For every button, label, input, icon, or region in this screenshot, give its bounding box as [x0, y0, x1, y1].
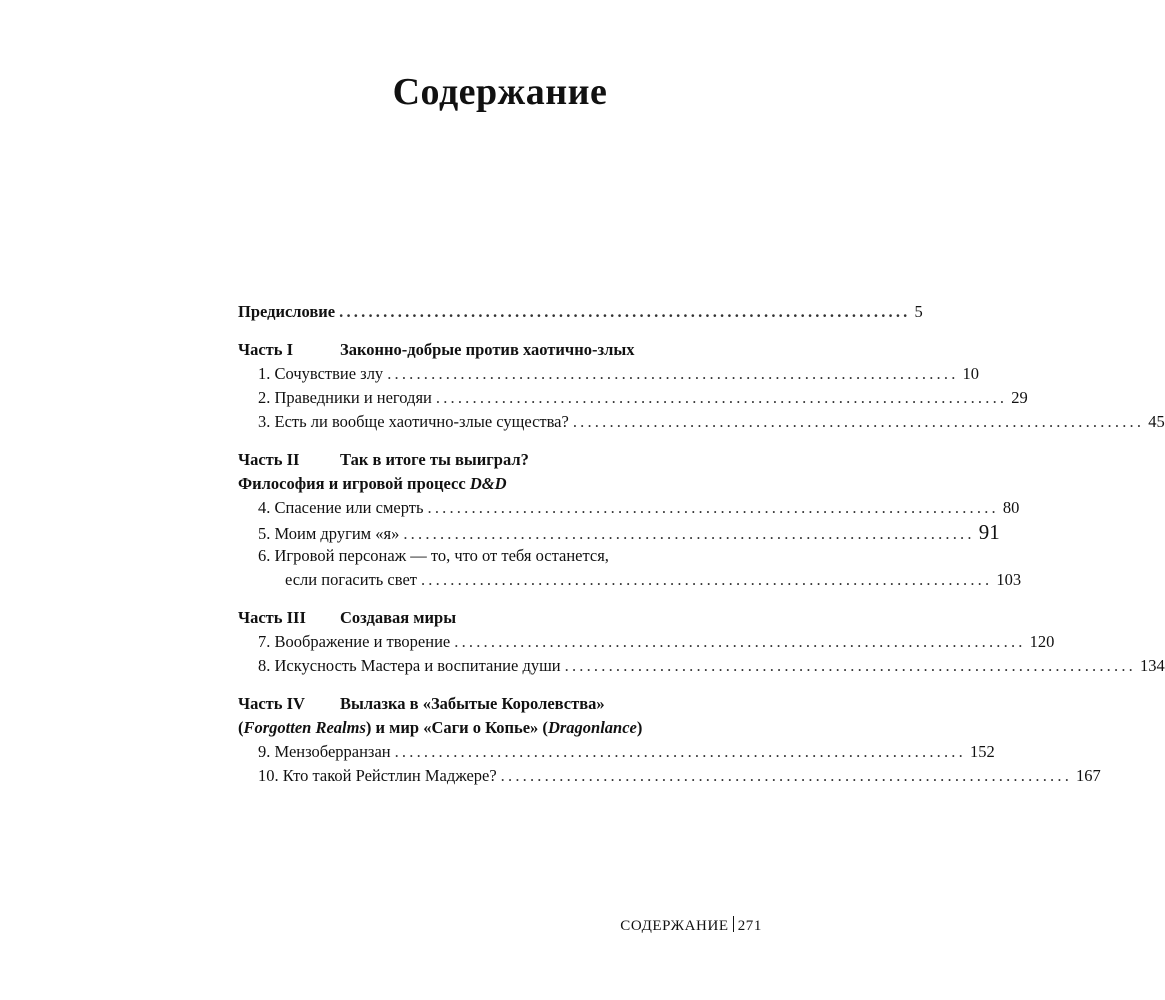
toc-entry[interactable] [238, 630, 1055, 654]
toc-entry-label: 5. Моим другим «я» [258, 524, 400, 543]
toc-page-number: 103 [996, 570, 1022, 589]
leader-dots: .............................................................................. [420, 570, 993, 589]
leader-dots: .............................................................................. [394, 742, 966, 761]
running-header: СОДЕРЖАНИЕ [620, 918, 729, 934]
toc-entry-preface[interactable] [238, 300, 923, 324]
leader-dots: .............................................................................. [435, 388, 1008, 407]
toc-entry-label: 1. Сочувствие злу [258, 364, 384, 383]
toc-page-number: 134 [1139, 656, 1165, 675]
toc-page-number: 29 [1011, 388, 1028, 407]
toc-entry[interactable] [238, 520, 1000, 544]
toc-entry[interactable] [238, 496, 1020, 520]
toc-entry-label: 7. Воображение и творение [258, 632, 451, 651]
toc-entry-label: 9. Мензоберранзан [258, 742, 391, 761]
dnd-title: D&D [469, 474, 507, 493]
toc-entry[interactable] [238, 362, 980, 386]
part-heading-1 [238, 338, 763, 362]
toc-page-number: 80 [1002, 498, 1020, 517]
toc-page-number: 10 [962, 364, 980, 383]
toc-page-number: 120 [1029, 632, 1055, 651]
toc-entry-label: Предисловие [238, 302, 336, 321]
table-of-contents [238, 300, 1165, 788]
part-title: Вылазка в «Забытые Королевства» [340, 694, 605, 713]
leader-dots: .............................................................................. [454, 632, 1026, 651]
page-title: Содержание [392, 71, 608, 113]
toc-entry[interactable] [238, 410, 1165, 434]
page-footer [620, 916, 762, 935]
toc-page-number: 167 [1076, 766, 1101, 785]
toc-entry-label: 3. Есть ли вообще хаотично-злые существа? [258, 412, 569, 431]
leader-dots: .............................................................................. [427, 498, 999, 517]
toc-page-number: 152 [969, 742, 995, 761]
part-title: Создавая миры [340, 608, 457, 627]
toc-entry-label: 6. Игровой персонаж — то, что от тебя останется, [258, 546, 609, 565]
part-subtitle: (Forgotten Realms) и мир «Саги о Копье» (Dragonlance) [238, 718, 643, 737]
page-number: 271 [737, 918, 762, 934]
leader-dots: .............................................................................. [564, 656, 1136, 675]
toc-entry-continuation: если погасить свет [285, 570, 417, 589]
footer-divider [733, 916, 734, 932]
forgotten-realms-title: Forgotten Realms [243, 718, 366, 737]
leader-dots: .............................................................................. [500, 766, 1073, 785]
leader-dots: .............................................................................. [387, 364, 959, 383]
part-title: Так в итоге ты выиграл? [340, 450, 529, 469]
part-heading-3 [238, 606, 763, 630]
toc-page-number: 45 [1148, 412, 1165, 431]
leader-dots: .............................................................................. [572, 412, 1145, 431]
toc-entry-label: 4. Спасение или смерть [258, 498, 424, 517]
toc-entry[interactable] [238, 386, 1028, 410]
toc-entry[interactable] [238, 764, 1101, 788]
leader-dots: .............................................................................. [403, 524, 975, 543]
toc-page-number: 91 [978, 520, 1000, 544]
toc-page-number: 5 [914, 302, 923, 321]
dragonlance-title: Dragonlance [547, 718, 637, 737]
toc-entry-multiline[interactable] [238, 544, 1022, 592]
toc-entry[interactable] [238, 740, 995, 764]
leader-dots: .............................................................................. [339, 302, 911, 321]
part-label: Часть II [238, 450, 300, 469]
part-heading-2 [238, 448, 763, 472]
part-label: Часть IV [238, 694, 305, 713]
toc-entry-label: 8. Искусность Мастера и воспитание души [258, 656, 561, 675]
part-label: Часть I [238, 340, 294, 359]
part-subtitle: Философия и игровой процесс D&D [238, 474, 507, 493]
part-label: Часть III [238, 608, 306, 627]
toc-entry[interactable] [238, 654, 1165, 678]
toc-entry-label: 2. Праведники и негодяи [258, 388, 432, 407]
part-title: Законно-добрые против хаотично-злых [340, 340, 635, 359]
toc-entry-label: 10. Кто такой Рейстлин Маджере? [258, 766, 497, 785]
part-heading-4 [238, 692, 763, 716]
